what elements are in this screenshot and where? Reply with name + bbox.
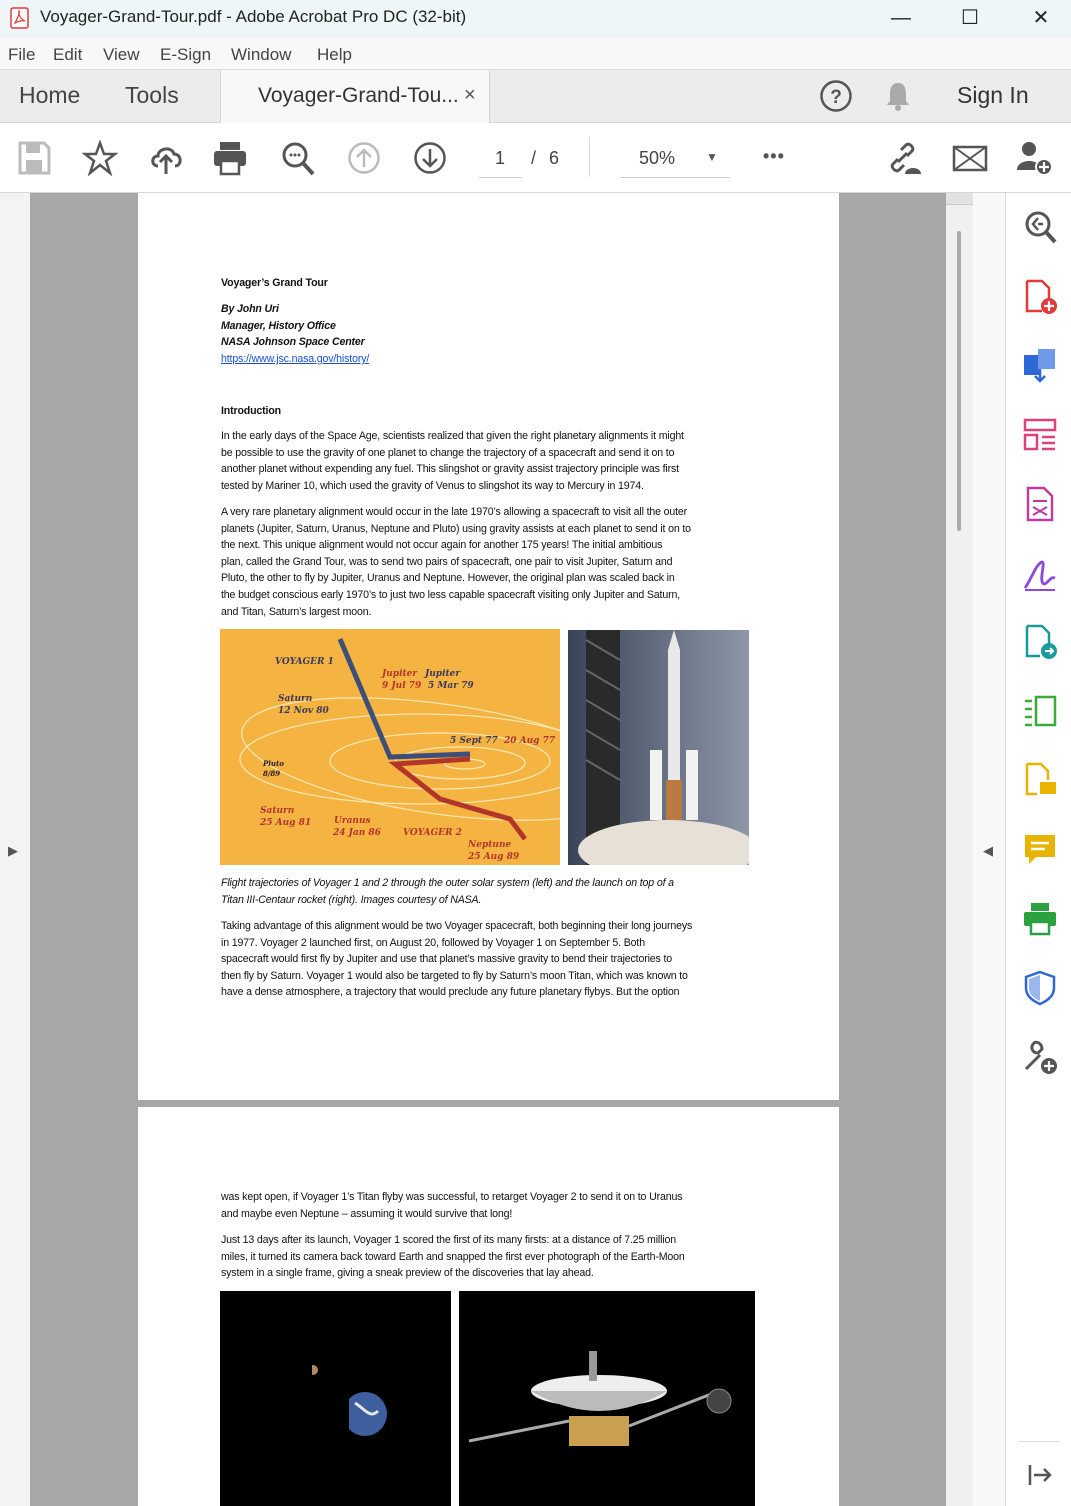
doc-title: Voyager’s Grand Tour	[221, 277, 328, 289]
text-line: Taking advantage of this alignment would be two Voyager spacecraft, both beginning their long journeys	[221, 920, 693, 932]
pane-divider	[1018, 1441, 1060, 1442]
more-tools-icon[interactable]	[1022, 1039, 1058, 1075]
author-org: NASA Johnson Space Center	[221, 336, 365, 348]
page-number-input[interactable]	[479, 144, 522, 178]
tab-tools[interactable]: Tools	[125, 82, 179, 108]
vertical-scrollbar[interactable]	[946, 193, 973, 1506]
page-total: 6	[549, 148, 560, 168]
protect-shield-icon[interactable]	[1022, 970, 1058, 1006]
label-saturn-1: Saturn	[278, 694, 313, 704]
toolbar-divider	[589, 137, 590, 177]
comment-icon[interactable]	[1022, 832, 1058, 868]
email-icon[interactable]	[952, 140, 988, 176]
comment-file-icon[interactable]	[1022, 762, 1058, 798]
zoom-value: 50%	[639, 148, 676, 168]
minimize-button[interactable]: —	[891, 7, 911, 29]
search-zoom-icon[interactable]	[280, 140, 316, 176]
add-user-icon[interactable]	[1016, 140, 1052, 176]
left-pane-toggle[interactable]	[0, 193, 30, 1506]
save-icon[interactable]	[16, 140, 52, 176]
text-line: then fly by Saturn. Voyager 1 would also be targeted to fly by Saturn’s moon Titan, which was known to	[221, 969, 688, 982]
menu-window[interactable]: Window	[231, 45, 292, 64]
text-line: miles, it turned its camera back toward Earth and snapped the first ever photograph of the Earth-Moon	[221, 1250, 685, 1263]
menu-view[interactable]: View	[103, 45, 140, 64]
zoom-tool-icon[interactable]	[1022, 209, 1058, 245]
tab-home[interactable]: Home	[19, 82, 81, 108]
text-line: system in a single frame, giving a sneak preview of the discoveries that lay ahead.	[221, 1267, 594, 1280]
label-launch-2: 20 Aug 77	[504, 736, 556, 746]
text-line: in 1977. Voyager 2 launched first, on August 20, followed by Voyager 1 on September 5. Both	[221, 936, 645, 949]
organize-pages-icon[interactable]	[1022, 417, 1058, 453]
more-tools-button[interactable]: •••	[763, 146, 785, 166]
document-view[interactable]	[30, 193, 946, 1506]
zoom-select[interactable]	[620, 144, 730, 178]
next-page-icon[interactable]	[412, 140, 448, 176]
text-line: plan, called the Grand Tour, was to send two pairs of spacecraft, one pair to visit Jupiter, Saturn and	[221, 555, 673, 568]
chevron-down-icon: ▼	[706, 150, 718, 164]
text-line: Flight trajectories of Voyager 1 and 2 through the outer solar system (left) and the launch on top of a	[221, 877, 674, 889]
print-production-icon[interactable]	[1022, 901, 1058, 937]
label-voyager-1: VOYAGER 1	[275, 657, 334, 667]
share-link-icon[interactable]	[885, 140, 921, 176]
scroll-up-button[interactable]	[946, 193, 973, 205]
tab-close-button[interactable]: ×	[464, 84, 476, 106]
notification-bell-icon[interactable]	[884, 80, 912, 112]
text-line: Just 13 days after its launch, Voyager 1 scored the first of its many firsts: at a distance of 7.25 million	[221, 1234, 677, 1246]
section-heading-introduction: Introduction	[221, 405, 281, 417]
menu-help[interactable]: Help	[317, 45, 352, 64]
label-jupiter-1-date: 9 Jul 79	[382, 681, 422, 691]
compress-pdf-icon[interactable]	[1022, 693, 1058, 729]
label-uranus: Uranus	[334, 816, 371, 826]
label-saturn-1-date: 12 Nov 80	[278, 706, 329, 716]
label-saturn-2: Saturn	[260, 806, 295, 816]
author-name: By John Uri	[221, 303, 279, 315]
maximize-button[interactable]: ☐	[961, 7, 979, 29]
previous-page-icon[interactable]	[346, 140, 382, 176]
help-icon[interactable]	[819, 79, 853, 113]
sign-in-button[interactable]: Sign In	[957, 82, 1029, 108]
voyager-spacecraft-photo	[459, 1291, 755, 1506]
label-neptune: Neptune	[468, 840, 512, 850]
label-neptune-date: 25 Aug 89	[468, 852, 520, 862]
label-launch-1: 5 Sept 77	[450, 736, 498, 746]
author-title: Manager, History Office	[221, 320, 336, 332]
svg-text:?: ?	[830, 87, 842, 108]
rocket-launch-image	[568, 630, 749, 865]
text-line: planets (Jupiter, Saturn, Uranus, Neptune and Pluto) using gravity assists at each planet to send it on to	[221, 522, 691, 535]
cloud-upload-icon[interactable]	[148, 140, 184, 176]
collapse-tools-pane-icon[interactable]	[1022, 1457, 1058, 1493]
text-line: Pluto, the other to fly by Jupiter, Uranus and Neptune. However, the original plan was scaled back in	[221, 572, 675, 585]
tab-bar	[0, 70, 1071, 123]
pdf-page-1	[138, 193, 839, 1100]
combine-files-icon[interactable]	[1022, 347, 1058, 383]
page-number-value: 1	[495, 148, 506, 168]
scrollbar-thumb[interactable]	[957, 231, 961, 531]
text-line: and Titan, Saturn’s largest moon.	[221, 605, 372, 618]
text-line: tested by Mariner 10, which used the gravity of Venus to slingshot its way to Mercury in 1974.	[221, 479, 644, 492]
text-line: another planet without expending any fuel. This slingshot or gravity assist trajectory principle was first	[221, 463, 679, 476]
label-jupiter-2-date: 5 Mar 79	[428, 681, 474, 691]
label-jupiter-1: Jupiter	[382, 669, 418, 679]
menu-edit[interactable]: Edit	[53, 45, 83, 64]
label-saturn-2-date: 25 Aug 81	[260, 818, 312, 828]
tools-pane	[1006, 193, 1071, 1506]
pdf-page-2	[138, 1107, 839, 1506]
text-line: the next. This unique alignment would not occur again for another 175 years! The initial ambitious	[221, 539, 663, 552]
export-pdf-icon[interactable]	[1022, 486, 1058, 522]
create-pdf-icon[interactable]	[1022, 279, 1058, 315]
label-pluto: Pluto	[263, 759, 284, 768]
acrobat-icon	[10, 7, 30, 29]
label-uranus-date: 24 Jan 86	[333, 828, 381, 838]
text-line: In the early days of the Space Age, scientists realized that given the right planetary alignments it might	[221, 430, 684, 442]
text-line: spacecraft would first fly by Jupiter and use that planet’s massive gravity to bend their trajectories to	[221, 953, 672, 966]
expand-left-icon[interactable]: ▶	[8, 843, 18, 858]
label-pluto-date: 8/89	[263, 769, 281, 778]
text-line: be possible to use the gravity of one planet to change the trajectory of a spacecraft and send it on to	[221, 446, 675, 459]
right-pane-divider[interactable]	[973, 193, 1006, 1506]
label-jupiter-2: Jupiter	[425, 669, 461, 679]
text-line: was kept open, if Voyager 1’s Titan flyby was successful, to retarget Voyager 2 to send it on to Uranus	[221, 1191, 683, 1203]
window-title: Voyager-Grand-Tour.pdf - Adobe Acrobat Pro DC (32-bit)	[40, 7, 467, 26]
menu-esign[interactable]: E-Sign	[160, 45, 212, 64]
print-icon[interactable]	[212, 140, 248, 176]
close-button[interactable]: ✕	[1032, 7, 1050, 29]
text-line: and maybe even Neptune – assuming it would survive that long!	[221, 1207, 513, 1220]
toolbar	[0, 123, 1071, 193]
tab-document[interactable]	[220, 70, 490, 124]
collapse-right-pane-icon[interactable]: ◀	[983, 843, 993, 858]
title-bar	[0, 0, 1071, 38]
tab-document-label: Voyager-Grand-Tou...	[258, 84, 459, 107]
menu-bar	[0, 38, 1071, 70]
page-separator: /	[531, 148, 537, 168]
menu-file[interactable]: File	[8, 45, 36, 64]
send-for-review-icon[interactable]	[1022, 624, 1058, 660]
label-voyager-2: VOYAGER 2	[403, 828, 462, 838]
history-link[interactable]: https://www.jsc.nasa.gov/history/	[221, 353, 370, 365]
earth-moon-photo	[220, 1291, 451, 1506]
fill-and-sign-icon[interactable]	[1022, 556, 1058, 592]
text-line: Titan III-Centaur rocket (right). Images courtesy of NASA.	[221, 893, 482, 906]
text-line: the budget conscious early 1970’s to just two less capable spacecraft visiting only Jupiter and Saturn,	[221, 589, 680, 601]
bookmark-star-icon[interactable]	[82, 140, 118, 176]
text-line: have a dense atmosphere, a trajectory that would preclude any future planetary flybys. But the option	[221, 986, 680, 999]
text-line: A very rare planetary alignment would occur in the late 1970’s allowing a spacecraft to visit all the outer	[221, 506, 688, 518]
trajectory-diagram-image	[220, 629, 560, 865]
